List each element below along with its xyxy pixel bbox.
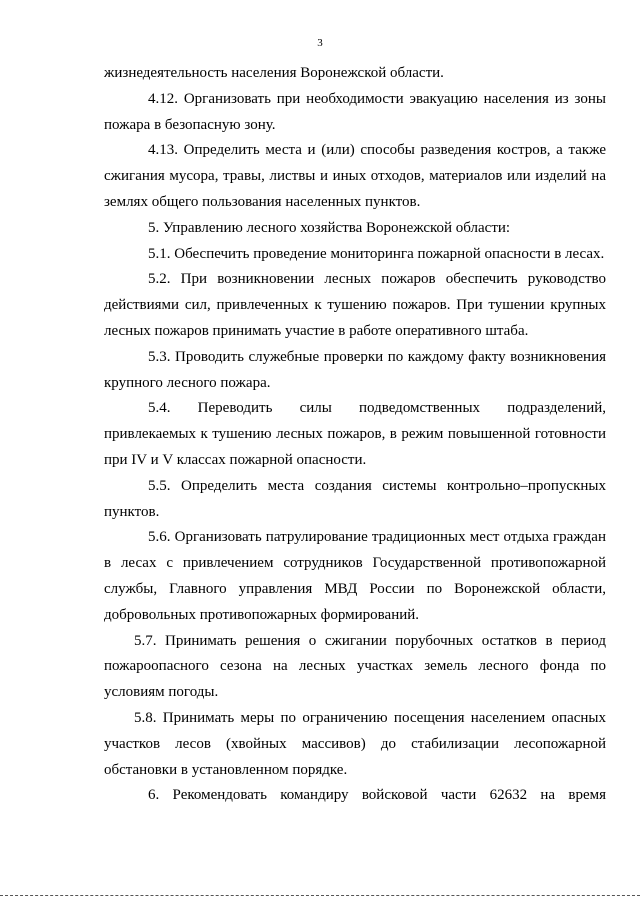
text-line: пожароопасного сезона на лесных участках земель лесного фонда по	[104, 658, 606, 675]
page-bottom-edge	[0, 895, 640, 896]
text-line: лесных пожаров принимать участие в работе оперативного штаба.	[104, 322, 529, 339]
text-line: 5.4. Переводить силы подведомственных подразделений,	[148, 400, 606, 417]
paragraph	[104, 706, 606, 783]
text-line: добровольных противопожарных формирований.	[104, 606, 420, 623]
paragraph	[104, 61, 606, 87]
text-line: обстановки в установленном порядке.	[104, 761, 348, 778]
paragraph	[104, 216, 606, 242]
text-line: участков лесов (хвойных массивов) до стабилизации лесопожарной	[104, 735, 606, 752]
paragraph	[104, 267, 606, 344]
document-body	[104, 61, 606, 809]
text-line: пожара в безопасную зону.	[104, 116, 276, 133]
text-line: службы, Главного управления МВД России по Воронежской области,	[104, 580, 606, 597]
text-line: 5.8. Принимать меры по ограничению посещения населением опасных	[134, 709, 606, 726]
text-line: 4.12. Организовать при необходимости эвакуацию населения из зоны	[148, 90, 606, 107]
text-line: 5.7. Принимать решения о сжигании порубочных остатков в период	[134, 632, 606, 649]
page-number: 3	[317, 37, 323, 49]
text-line: 5.5. Определить места создания системы контрольно–пропускных	[148, 477, 606, 494]
text-line: условиям погоды.	[104, 684, 219, 701]
paragraph	[104, 629, 606, 706]
text-line: 5.1. Обеспечить проведение мониторинга пожарной опасности в лесах.	[148, 245, 605, 262]
text-line: 5.3. Проводить служебные проверки по каждому факту возникновения	[148, 348, 606, 365]
text-line: 5.6. Организовать патрулирование традиционных мест отдыха граждан	[148, 529, 606, 546]
paragraph	[104, 242, 606, 268]
text-line: сжигания мусора, травы, листвы и иных отходов, материалов или изделий на	[104, 168, 606, 185]
text-line: 5. Управлению лесного хозяйства Воронежской области:	[148, 219, 511, 236]
paragraph	[104, 525, 606, 628]
paragraph	[104, 474, 606, 526]
text-line: привлекаемых к тушению лесных пожаров, в режим повышенной готовности	[104, 426, 606, 443]
paragraph	[104, 138, 606, 215]
text-line: действиями сил, привлеченных к тушению пожаров. При тушении крупных	[104, 297, 606, 314]
text-line: пунктов.	[104, 503, 160, 520]
text-line: в лесах с привлечением сотрудников Государственной противопожарной	[104, 555, 606, 572]
text-line: жизнедеятельность населения Воронежской области.	[104, 65, 444, 81]
paragraph	[104, 345, 606, 397]
text-line: 4.13. Определить места и (или) способы разведения костров, а также	[148, 142, 606, 159]
text-line: 5.2. При возникновении лесных пожаров обеспечить руководство	[148, 271, 606, 288]
text-line: землях общего пользования населенных пунктов.	[104, 193, 421, 210]
text-line: при IV и V классах пожарной опасности.	[104, 451, 367, 468]
paragraph	[104, 396, 606, 473]
text-line: крупного лесного пожара.	[104, 374, 271, 391]
paragraph	[104, 783, 606, 809]
text-line: 6. Рекомендовать командиру войсковой части 62632 на время	[148, 787, 606, 804]
paragraph	[104, 87, 606, 139]
